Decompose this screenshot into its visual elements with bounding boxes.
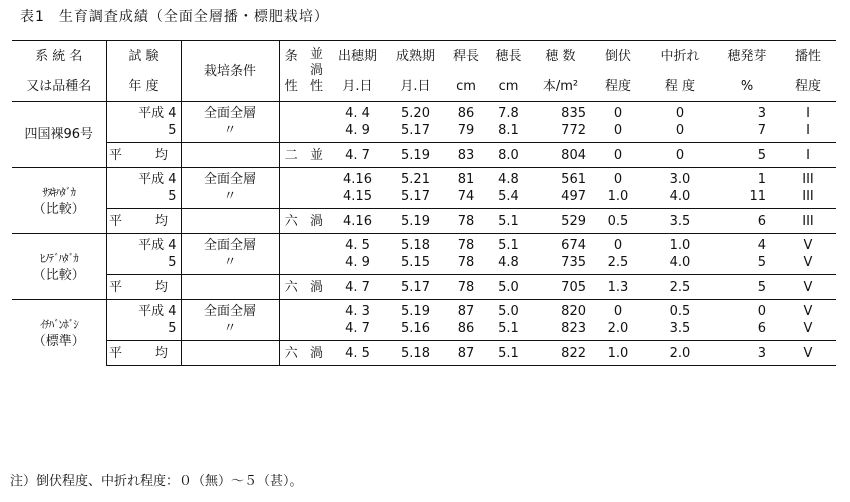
average-break: 0 xyxy=(646,143,714,168)
heading-date: 4.16 4.15 xyxy=(330,168,385,209)
average-sprout: 3 xyxy=(714,341,780,366)
cultivation-condition: 全面全層 〃 xyxy=(181,168,279,209)
average-sprout: 5 xyxy=(714,143,780,168)
average-row xyxy=(12,275,836,300)
average-heading: 4. 7 xyxy=(330,143,385,168)
breaking-degree: 0 0 xyxy=(646,102,714,143)
header-year-2: 年 度 xyxy=(106,71,181,102)
breaking-degree: 0.5 3.5 xyxy=(646,300,714,341)
average-maturity: 5.19 xyxy=(385,209,446,234)
heading-date: 4. 4 4. 9 xyxy=(330,102,385,143)
header-row-2 xyxy=(12,71,836,102)
header-break: 中折れ xyxy=(646,41,714,72)
strain-name: ｲﾁﾊﾞﾝﾎﾞｼ （標準） xyxy=(12,300,106,366)
average-row xyxy=(12,341,836,366)
header-nami: 並 渦 性 xyxy=(303,41,330,102)
average-sprout: 5 xyxy=(714,275,780,300)
header-type: 条 xyxy=(279,41,303,72)
spike-count: 674 735 xyxy=(531,234,590,275)
table-caption: 生育調査成績（全面全層播・標肥栽培） xyxy=(58,9,329,25)
table-body xyxy=(12,102,836,366)
header-culm: 稈長 xyxy=(446,41,486,72)
lodging-degree: 0 0 xyxy=(590,102,646,143)
average-maturity: 5.18 xyxy=(385,341,446,366)
average-type: 六 xyxy=(279,275,303,300)
average-label: 平 均 xyxy=(106,209,181,234)
average-spike: 8.0 xyxy=(486,143,531,168)
average-row xyxy=(12,209,836,234)
average-nami: 渦 xyxy=(303,275,330,300)
average-sprout: 6 xyxy=(714,209,780,234)
culm-length: 87 86 xyxy=(446,300,486,341)
table-number: 表1 xyxy=(20,9,45,25)
header-strain-2: 又は品種名 xyxy=(26,78,92,94)
trial-years: 平成 4 5 xyxy=(106,102,181,143)
average-spike: 5.0 xyxy=(486,275,531,300)
maturity-date: 5.19 5.16 xyxy=(385,300,446,341)
average-label: 平 均 xyxy=(106,341,181,366)
header-spike-2: cm xyxy=(498,78,519,94)
maturity-date: 5.20 5.17 xyxy=(385,102,446,143)
average-shatter: I xyxy=(780,143,836,168)
average-lodge: 0.5 xyxy=(590,209,646,234)
header-count: 穂 数 xyxy=(531,41,590,72)
average-maturity: 5.19 xyxy=(385,143,446,168)
average-type: 六 xyxy=(279,209,303,234)
cultivation-condition: 全面全層 〃 xyxy=(181,234,279,275)
average-maturity: 5.17 xyxy=(385,275,446,300)
spike-count: 835 772 xyxy=(531,102,590,143)
average-break: 3.5 xyxy=(646,209,714,234)
shattering-degree: V V xyxy=(780,234,836,275)
average-lodge: 0 xyxy=(590,143,646,168)
nami-cell xyxy=(303,102,330,143)
strain-name: ﾋﾉﾃﾞﾊﾀﾞｶ （比較） xyxy=(12,234,106,300)
average-condition xyxy=(181,275,279,300)
type-cell xyxy=(279,300,303,341)
header-break-2: 程 度 xyxy=(664,78,696,94)
average-break: 2.0 xyxy=(646,341,714,366)
average-type: 六 xyxy=(279,341,303,366)
maturity-date: 5.21 5.17 xyxy=(385,168,446,209)
shattering-degree: V V xyxy=(780,300,836,341)
average-shatter: V xyxy=(780,341,836,366)
lodging-degree: 0 2.5 xyxy=(590,234,646,275)
table-row xyxy=(12,234,836,275)
spike-length: 4.8 5.4 xyxy=(486,168,531,209)
trial-years: 平成 4 5 xyxy=(106,300,181,341)
header-cultivation: 栽培条件 xyxy=(181,41,279,102)
cultivation-condition: 全面全層 〃 xyxy=(181,102,279,143)
average-condition xyxy=(181,143,279,168)
header-maturity-2: 月.日 xyxy=(400,78,431,94)
average-lodge: 1.0 xyxy=(590,341,646,366)
type-cell xyxy=(279,102,303,143)
culm-length: 81 74 xyxy=(446,168,486,209)
header-lodge: 倒伏 xyxy=(590,41,646,72)
header-year: 試 験 xyxy=(106,41,181,72)
average-nami: 渦 xyxy=(303,209,330,234)
strain-name: ｻﾇｷﾊﾀﾞｶ （比較） xyxy=(12,168,106,234)
strain-name: 四国裸96号 xyxy=(12,102,106,168)
average-condition xyxy=(181,209,279,234)
average-lodge: 1.3 xyxy=(590,275,646,300)
average-nami: 渦 xyxy=(303,341,330,366)
breaking-degree: 1.0 4.0 xyxy=(646,234,714,275)
heading-date: 4. 3 4. 7 xyxy=(330,300,385,341)
maturity-date: 5.18 5.15 xyxy=(385,234,446,275)
trial-years: 平成 4 5 xyxy=(106,234,181,275)
average-heading: 4. 5 xyxy=(330,341,385,366)
average-label: 平 均 xyxy=(106,275,181,300)
spike-count: 561 497 xyxy=(531,168,590,209)
average-culm: 87 xyxy=(446,341,486,366)
header-row-1 xyxy=(12,41,836,72)
nami-cell xyxy=(303,300,330,341)
breaking-degree: 3.0 4.0 xyxy=(646,168,714,209)
average-culm: 78 xyxy=(446,209,486,234)
lodging-degree: 0 1.0 xyxy=(590,168,646,209)
spike-length: 7.8 8.1 xyxy=(486,102,531,143)
average-count: 529 xyxy=(531,209,590,234)
spike-length: 5.0 5.1 xyxy=(486,300,531,341)
average-row xyxy=(12,143,836,168)
average-spike: 5.1 xyxy=(486,341,531,366)
header-heading-2: 月.日 xyxy=(342,78,373,94)
average-break: 2.5 xyxy=(646,275,714,300)
average-condition xyxy=(181,341,279,366)
header-shatter: 播性 xyxy=(780,41,836,72)
header-count-2: 本/m² xyxy=(542,78,579,94)
growth-survey-table xyxy=(12,40,836,366)
shattering-degree: I I xyxy=(780,102,836,143)
trial-years: 平成 4 5 xyxy=(106,168,181,209)
shattering-degree: III III xyxy=(780,168,836,209)
average-count: 705 xyxy=(531,275,590,300)
header-heading: 出穂期 xyxy=(330,41,385,72)
average-shatter: V xyxy=(780,275,836,300)
nami-cell xyxy=(303,168,330,209)
header-culm-2: cm xyxy=(456,78,476,94)
average-nami: 並 xyxy=(303,143,330,168)
average-heading: 4.16 xyxy=(330,209,385,234)
header-maturity: 成熟期 xyxy=(385,41,446,72)
type-cell xyxy=(279,168,303,209)
average-shatter: III xyxy=(780,209,836,234)
header-sprout-2: % xyxy=(740,78,754,94)
average-culm: 78 xyxy=(446,275,486,300)
sprouting-pct: 0 6 xyxy=(714,300,780,341)
sprouting-pct: 4 5 xyxy=(714,234,780,275)
average-label: 平 均 xyxy=(106,143,181,168)
header-sprout: 穂発芽 xyxy=(714,41,780,72)
heading-date: 4. 5 4. 9 xyxy=(330,234,385,275)
header-spike: 穂長 xyxy=(486,41,531,72)
header-strain: 系 統 名 xyxy=(12,41,106,72)
average-count: 822 xyxy=(531,341,590,366)
table-row xyxy=(12,300,836,341)
average-type: 二 xyxy=(279,143,303,168)
spike-count: 820 823 xyxy=(531,300,590,341)
table-title xyxy=(20,6,329,26)
table-row xyxy=(12,102,836,143)
average-culm: 83 xyxy=(446,143,486,168)
lodging-degree: 0 2.0 xyxy=(590,300,646,341)
spike-length: 5.1 4.8 xyxy=(486,234,531,275)
type-cell xyxy=(279,234,303,275)
sprouting-pct: 3 7 xyxy=(714,102,780,143)
nami-cell xyxy=(303,234,330,275)
culm-length: 86 79 xyxy=(446,102,486,143)
table-row xyxy=(12,168,836,209)
culm-length: 78 78 xyxy=(446,234,486,275)
header-shatter-2: 程度 xyxy=(794,78,821,94)
header-lodge-2: 程度 xyxy=(604,78,631,94)
footnote: 注）倒伏程度、中折れ程度：０（無）～５（甚）。 xyxy=(10,474,303,489)
average-spike: 5.1 xyxy=(486,209,531,234)
header-type-2: 性 xyxy=(279,71,303,102)
sprouting-pct: 1 11 xyxy=(714,168,780,209)
average-count: 804 xyxy=(531,143,590,168)
cultivation-condition: 全面全層 〃 xyxy=(181,300,279,341)
average-heading: 4. 7 xyxy=(330,275,385,300)
